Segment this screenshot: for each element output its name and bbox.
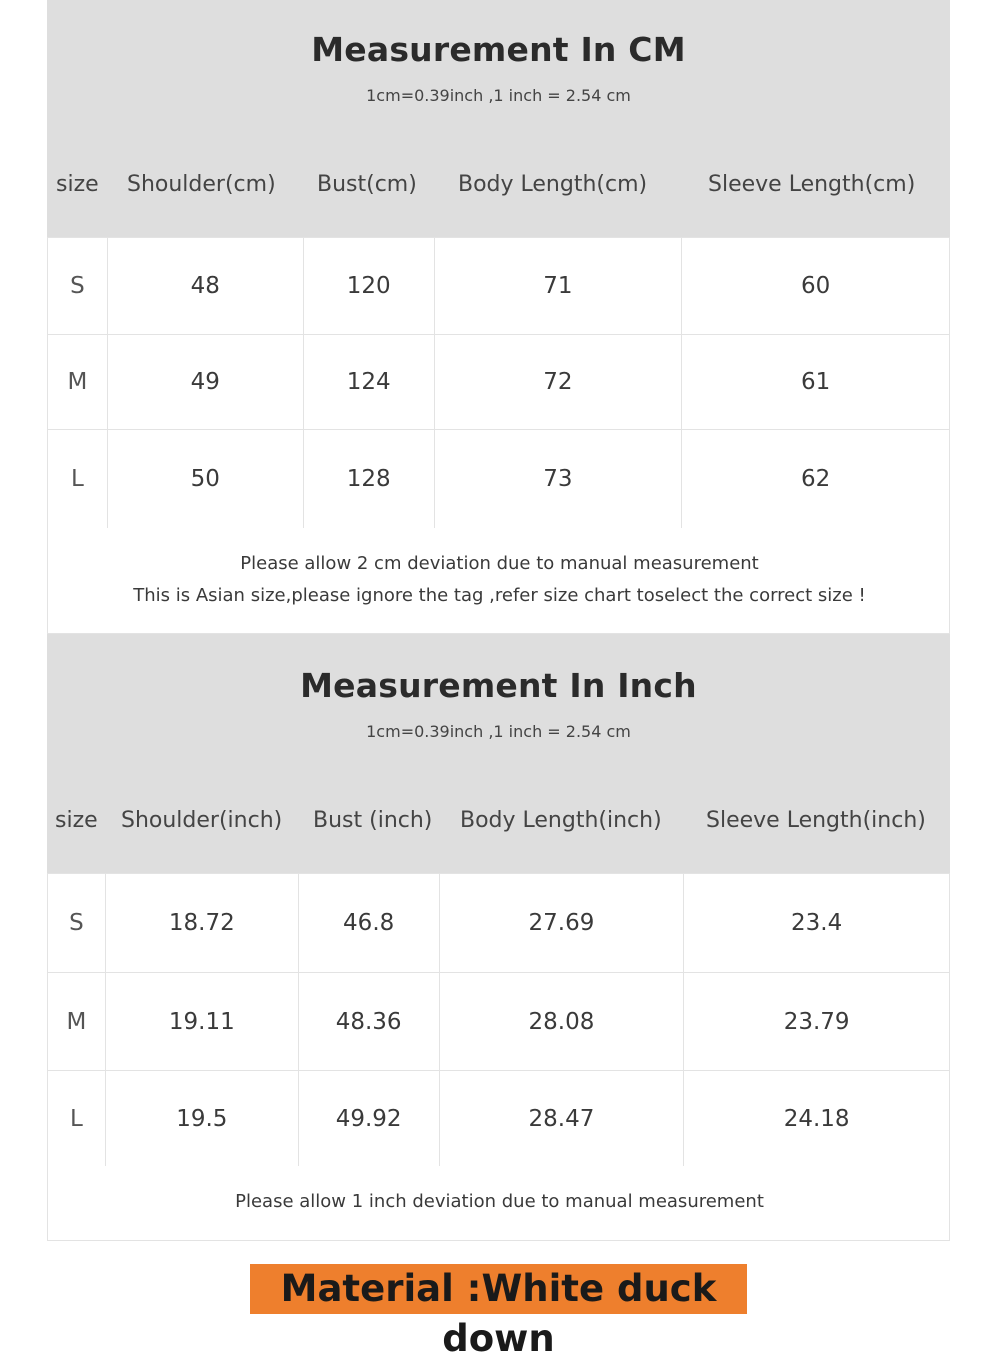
size-cell: S: [48, 874, 106, 973]
inch-deviation-note: Please allow 1 inch deviation due to manual measurement: [235, 1191, 764, 1212]
shoulder-cell: 18.72: [105, 874, 298, 973]
inch-deviation-notes: [47, 1166, 950, 1241]
inch-header-body-length: Body Length(inch): [460, 808, 662, 833]
table-row: [48, 238, 950, 335]
sleeve-length-cell: 23.4: [684, 874, 950, 973]
cm-section-title: Measurement In CM: [311, 30, 686, 69]
asian-size-note: This is Asian size,please ignore the tag ,refer size chart toselect the correct size !: [133, 585, 866, 606]
inch-conversion-note: 1cm=0.39inch ,1 inch = 2.54 cm: [366, 722, 631, 741]
body-length-cell: 27.69: [439, 874, 684, 973]
body-length-cell: 72: [434, 335, 682, 430]
body-length-cell: 71: [434, 238, 682, 335]
sleeve-length-cell: 23.79: [684, 973, 950, 1071]
table-row: [48, 335, 950, 430]
body-length-cell: 28.47: [439, 1071, 684, 1167]
shoulder-cell: 19.5: [105, 1071, 298, 1167]
table-row: [48, 874, 950, 973]
size-cell: M: [48, 973, 106, 1071]
shoulder-cell: 19.11: [105, 973, 298, 1071]
shoulder-cell: 48: [107, 238, 303, 335]
cm-deviation-notes: [47, 528, 950, 634]
cm-measurement-panel: [47, 0, 950, 634]
sleeve-length-cell: 24.18: [684, 1071, 950, 1167]
cm-header-sleeve-length: Sleeve Length(cm): [708, 172, 916, 197]
bust-cell: 124: [303, 335, 434, 430]
body-length-cell: 73: [434, 430, 682, 529]
table-row: [48, 430, 950, 529]
bust-cell: 48.36: [298, 973, 439, 1071]
sleeve-length-cell: 61: [682, 335, 950, 430]
table-row: [48, 973, 950, 1071]
size-cell: S: [48, 238, 108, 335]
shoulder-cell: 49: [107, 335, 303, 430]
body-length-cell: 28.08: [439, 973, 684, 1071]
inch-section-title: Measurement In Inch: [300, 666, 697, 705]
sleeve-length-cell: 60: [682, 238, 950, 335]
size-cell: L: [48, 430, 108, 529]
inch-size-table: [47, 873, 950, 1167]
inch-header-shoulder: Shoulder(inch): [121, 808, 283, 833]
inch-header-size: size: [55, 808, 98, 833]
inch-header-sleeve-length: Sleeve Length(inch): [706, 808, 926, 833]
cm-conversion-note: 1cm=0.39inch ,1 inch = 2.54 cm: [366, 86, 631, 105]
inch-header-block: [47, 634, 950, 873]
sleeve-length-cell: 62: [682, 430, 950, 529]
material-banner: Material :White duck down: [250, 1264, 747, 1314]
inch-header-bust: Bust (inch): [313, 808, 433, 833]
size-cell: L: [48, 1071, 106, 1167]
bust-cell: 120: [303, 238, 434, 335]
cm-header-shoulder: Shoulder(cm): [127, 172, 276, 197]
cm-header-bust: Bust(cm): [317, 172, 417, 197]
cm-size-table: [47, 237, 950, 529]
cm-header-body-length: Body Length(cm): [458, 172, 648, 197]
inch-measurement-panel: [47, 634, 950, 1241]
table-row: [48, 1071, 950, 1167]
cm-header-size: size: [56, 172, 99, 197]
bust-cell: 128: [303, 430, 434, 529]
bust-cell: 46.8: [298, 874, 439, 973]
cm-header-block: [47, 0, 950, 237]
size-cell: M: [48, 335, 108, 430]
bust-cell: 49.92: [298, 1071, 439, 1167]
shoulder-cell: 50: [107, 430, 303, 529]
cm-deviation-note: Please allow 2 cm deviation due to manual measurement: [240, 553, 759, 574]
